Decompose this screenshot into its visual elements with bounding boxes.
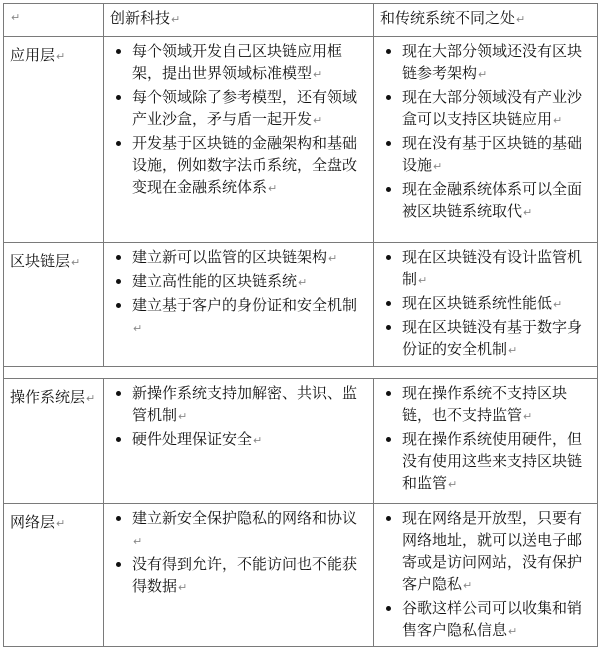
list-item-text: 没有得到允许，不能访问也不能获得数据 [132, 555, 358, 595]
comparison-table [3, 3, 598, 647]
list-item-text: 现在区块链没有设计监管机制 [402, 248, 583, 288]
list-item [380, 246, 591, 292]
list-item [380, 382, 591, 428]
paragraph-mark: ↵ [253, 434, 263, 447]
difference-cell [374, 243, 598, 367]
paragraph-mark: ↵ [523, 410, 533, 423]
list-item [380, 86, 591, 132]
paragraph-mark: ↵ [508, 344, 518, 357]
list-item-text: 建立新安全保护隐私的网络和协议 [132, 509, 358, 527]
list-item [380, 40, 591, 86]
list-item-text: 现在操作系统不支持区块链，也不支持监管 [402, 384, 568, 424]
list-item-text: 现在区块链系统性能低 [402, 294, 553, 312]
header-difference-cell [374, 4, 598, 37]
paragraph-mark: ↵ [478, 68, 488, 81]
paragraph-mark: ↵ [56, 517, 66, 530]
paragraph-mark: ↵ [178, 410, 188, 423]
paragraph-mark: ↵ [463, 579, 473, 592]
list-item-text: 现在区块链没有基于数字身份证的安全机制 [402, 318, 583, 358]
list-item [110, 428, 367, 452]
innovation-list [110, 382, 367, 452]
list-item-text: 硬件处理保证安全 [132, 430, 253, 448]
list-item-text: 谷歌这样公司可以收集和销售客户隐私信息 [402, 599, 583, 639]
paragraph-mark: ↵ [328, 252, 338, 265]
paragraph-mark: ↵ [418, 274, 428, 287]
list-item [110, 270, 367, 294]
paragraph-mark: ↵ [433, 160, 443, 173]
list-item-text: 开发基于区块链的金融架构和基础设施，例如数字法币系统，全盘改变现在金融系统体系 [132, 134, 358, 196]
list-item-text: 现在大部分领域还没有区块链参考架构 [402, 42, 583, 82]
difference-list [380, 246, 591, 362]
header-innovation-cell [104, 4, 374, 37]
innovation-list [110, 507, 367, 599]
list-item-text: 现在没有基于区块链的基础设施 [402, 134, 583, 174]
list-item [110, 294, 367, 340]
list-item-text: 建立新可以监管的区块链架构 [132, 248, 328, 266]
paragraph-mark: ↵ [86, 392, 96, 405]
table-row [4, 504, 598, 647]
table-row [4, 243, 598, 367]
layer-cell [4, 379, 104, 504]
layer-cell [4, 37, 104, 243]
paragraph-mark: ↵ [553, 298, 563, 311]
paragraph-mark: ↵ [313, 114, 323, 127]
header-difference: 和传统系统不同之处 [380, 9, 516, 27]
list-item [110, 553, 367, 599]
header-row [4, 4, 598, 37]
header-innovation: 创新科技 [110, 9, 171, 27]
layer-cell [4, 504, 104, 647]
paragraph-mark: ↵ [71, 256, 81, 269]
list-item-text: 现在网络是开放型，只要有网络地址，就可以送电子邮寄或是访问网站，没有保护客户隐私 [402, 509, 583, 593]
document-page [3, 3, 597, 647]
table-row [4, 379, 598, 504]
list-item [110, 40, 367, 86]
table-row [4, 37, 598, 243]
paragraph-mark: ↵ [133, 535, 143, 548]
list-item-text: 建立基于客户的身份证和安全机制 [132, 296, 358, 314]
separator-cell [4, 367, 598, 379]
difference-list [380, 40, 591, 224]
paragraph-mark: ↵ [553, 114, 563, 127]
list-item [380, 292, 591, 316]
innovation-cell [104, 504, 374, 647]
layer-cell [4, 243, 104, 367]
list-item-text: 每个领域开发自己区块链应用框架，提出世界领域标准模型 [132, 42, 343, 82]
list-item [380, 132, 591, 178]
list-item-text: 现在金融系统体系可以全面被区块链系统取代 [402, 180, 583, 220]
list-item [380, 428, 591, 496]
table-separator-row [4, 367, 598, 379]
list-item [110, 246, 367, 270]
list-item [110, 507, 367, 553]
list-item [110, 382, 367, 428]
list-item-text: 每个领域除了参考模型，还有领域产业沙盒，矛与盾一起开发 [132, 88, 358, 128]
paragraph-mark: ↵ [56, 50, 66, 63]
layer-name: 操作系统层 [10, 388, 86, 406]
layer-name: 应用层 [10, 46, 56, 64]
header-corner-cell [4, 4, 104, 37]
paragraph-mark: ↵ [171, 13, 181, 26]
innovation-cell [104, 379, 374, 504]
paragraph-mark: ↵ [508, 625, 518, 638]
difference-cell [374, 379, 598, 504]
paragraph-mark: ↵ [298, 276, 308, 289]
list-item-text: 新操作系统支持加解密、共识、监管机制 [132, 384, 358, 424]
difference-cell [374, 37, 598, 243]
paragraph-mark: ↵ [133, 322, 143, 335]
list-item [110, 86, 367, 132]
difference-cell [374, 504, 598, 647]
paragraph-mark: ↵ [516, 13, 526, 26]
paragraph-mark: ↵ [313, 68, 323, 81]
layer-name: 区块链层 [10, 252, 71, 270]
difference-list [380, 507, 591, 643]
list-item [380, 316, 591, 362]
list-item-text: 建立高性能的区块链系统 [132, 272, 298, 290]
list-item [380, 597, 591, 643]
innovation-list [110, 246, 367, 340]
paragraph-mark: ↵ [448, 478, 458, 491]
paragraph-mark: ↵ [11, 11, 21, 24]
innovation-cell [104, 37, 374, 243]
paragraph-mark: ↵ [178, 581, 188, 594]
list-item [110, 132, 367, 200]
difference-list [380, 382, 591, 496]
list-item-text: 现在大部分领域没有产业沙盒可以支持区块链应用 [402, 88, 583, 128]
paragraph-mark: ↵ [523, 206, 533, 219]
paragraph-mark: ↵ [268, 182, 278, 195]
list-item [380, 178, 591, 224]
innovation-cell [104, 243, 374, 367]
layer-name: 网络层 [10, 513, 56, 531]
list-item [380, 507, 591, 597]
list-item-text: 现在操作系统使用硬件，但没有使用这些来支持区块链和监管 [402, 430, 583, 492]
innovation-list [110, 40, 367, 200]
